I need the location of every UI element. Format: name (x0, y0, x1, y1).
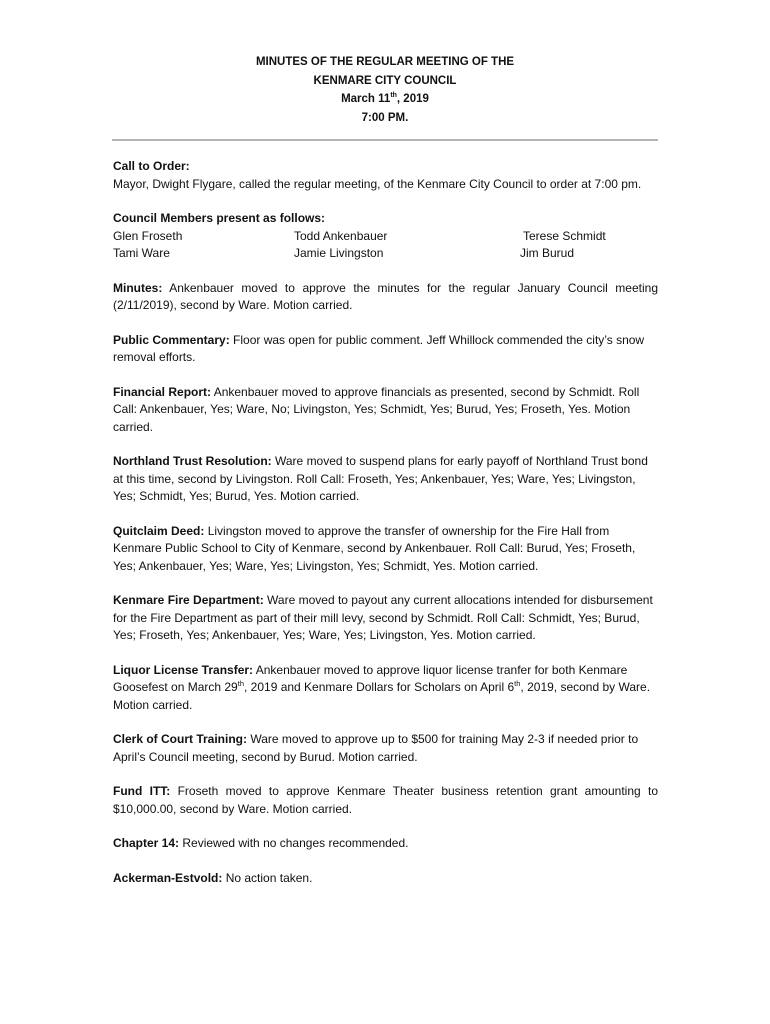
header-title-line1: MINUTES OF THE REGULAR MEETING OF THE (255, 56, 515, 68)
member-name: Jim Burud (520, 246, 575, 260)
northland-trust-text: Ware moved to suspend plans for early payoff of Northland Trust bond at this time, second by Livingston. Roll Call: Froseth, Yes; Ankenbauer, Yes; Ware, Yes; Livingston, Yes; Schmidt, Yes; Burud, Yes. Motion carried. (113, 454, 648, 503)
call-to-order-label: Call to Order: (113, 159, 190, 173)
chapter-14-label: Chapter 14: (113, 836, 180, 850)
minutes-text: Ankenbauer moved to approve the minutes for the regular January Council meeting (2/11/2019), second by Ware. Motion carried. (113, 280, 658, 312)
member-name: Glen Froseth (113, 228, 183, 243)
header-title-line2: KENMARE CITY COUNCIL (313, 74, 457, 87)
meeting-time: 7:00 PM. (361, 111, 409, 124)
public-commentary-text: Floor was open for public comment. Jeff Whillock commended the city’s snow removal efforts. (113, 332, 645, 364)
minutes-label: Minutes: (113, 280, 163, 295)
fire-department-text: Ware moved to payout any current allocations intended for disbursement for the Fire Department as part of their mill levy, second by Schmidt. Roll Call: Schmidt, Yes; Burud, Yes; Froseth, Yes; Ankenbauer, Yes; Ware, Yes; Livingston, Yes. Motion carried. (113, 593, 653, 642)
ackerman-estvold-label: Ackerman-Estvold: (113, 870, 223, 885)
clerk-training-label: Clerk of Court Training: (113, 732, 248, 746)
chapter-14-text: Reviewed with no changes recommended. (179, 836, 409, 850)
minutes-body (113, 158, 658, 904)
quitclaim-deed-label: Quitclaim Deed: (113, 523, 205, 538)
fund-itt-label: Fund ITT: (113, 784, 171, 798)
fund-itt-text: Froseth moved to approve Kenmare Theater business retention grant amounting to $10,000.00, second by Ware. Motion carried. (113, 784, 658, 816)
northland-trust-label: Northland Trust Resolution: (113, 454, 272, 468)
document-header (0, 53, 770, 127)
section-financial-report (113, 384, 658, 437)
ackerman-estvold-text: No action taken. (222, 870, 313, 885)
section-call-to-order (113, 158, 658, 193)
section-clerk-training (113, 731, 658, 766)
section-liquor-license (113, 662, 658, 715)
council-members-label: Council Members present as follows: (113, 211, 326, 225)
section-quitclaim-deed (113, 523, 658, 576)
financial-report-label: Financial Report: (113, 384, 212, 399)
call-to-order-text: Mayor, Dwight Flygare, called the regular meeting, of the Kenmare City Council to order at 7:00 pm. (113, 176, 642, 191)
member-name: Todd Ankenbauer (294, 228, 388, 243)
meeting-date: March 11th, 2019 (341, 92, 429, 105)
public-commentary-label: Public Commentary: (113, 332, 230, 347)
header-divider (112, 139, 658, 141)
fire-department-label: Kenmare Fire Department: (113, 593, 264, 607)
financial-report-text: Ankenbauer moved to approve financials as presented, second by Schmidt. Roll Call: Ankenbauer, Yes; Ware, No; Livingston, Yes; Schmidt, Yes; Burud, Yes; Froseth, Yes. Motion carried. (113, 384, 640, 434)
member-name: Jamie Livingston (294, 246, 384, 260)
liquor-license-label: Liquor License Transfer: (113, 662, 254, 677)
clerk-training-text: Ware moved to approve up to $500 for training May 2-3 if needed prior to April’s Council meeting, second by Burud. Motion carried. (113, 732, 639, 764)
section-fund-itt (113, 783, 658, 818)
section-council-members (113, 210, 658, 263)
section-chapter-14 (113, 835, 658, 853)
member-name: Terese Schmidt (523, 228, 606, 243)
section-ackerman-estvold (113, 870, 658, 888)
section-northland-trust (113, 453, 658, 506)
section-fire-department (113, 592, 658, 645)
section-minutes (113, 280, 658, 315)
liquor-license-text: Ankenbauer moved to approve liquor license tranfer for both Kenmare Goosefest on March 29th, 2019 and Kenmare Dollars for Scholars on April 6th, 2019, second by Ware. Motion carried. (113, 662, 651, 712)
member-name: Tami Ware (113, 246, 170, 260)
quitclaim-deed-text: Livingston moved to approve the transfer of ownership for the Fire Hall from Kenmare Public School to City of Kenmare, second by Ankenbauer. Roll Call: Burud, Yes; Froseth, Yes; Ankenbauer, Yes; Ware, Yes; Livingston, Yes; Schmidt, Yes. Motion carried. (113, 523, 636, 573)
section-public-commentary (113, 332, 658, 367)
council-members-list (113, 228, 658, 263)
